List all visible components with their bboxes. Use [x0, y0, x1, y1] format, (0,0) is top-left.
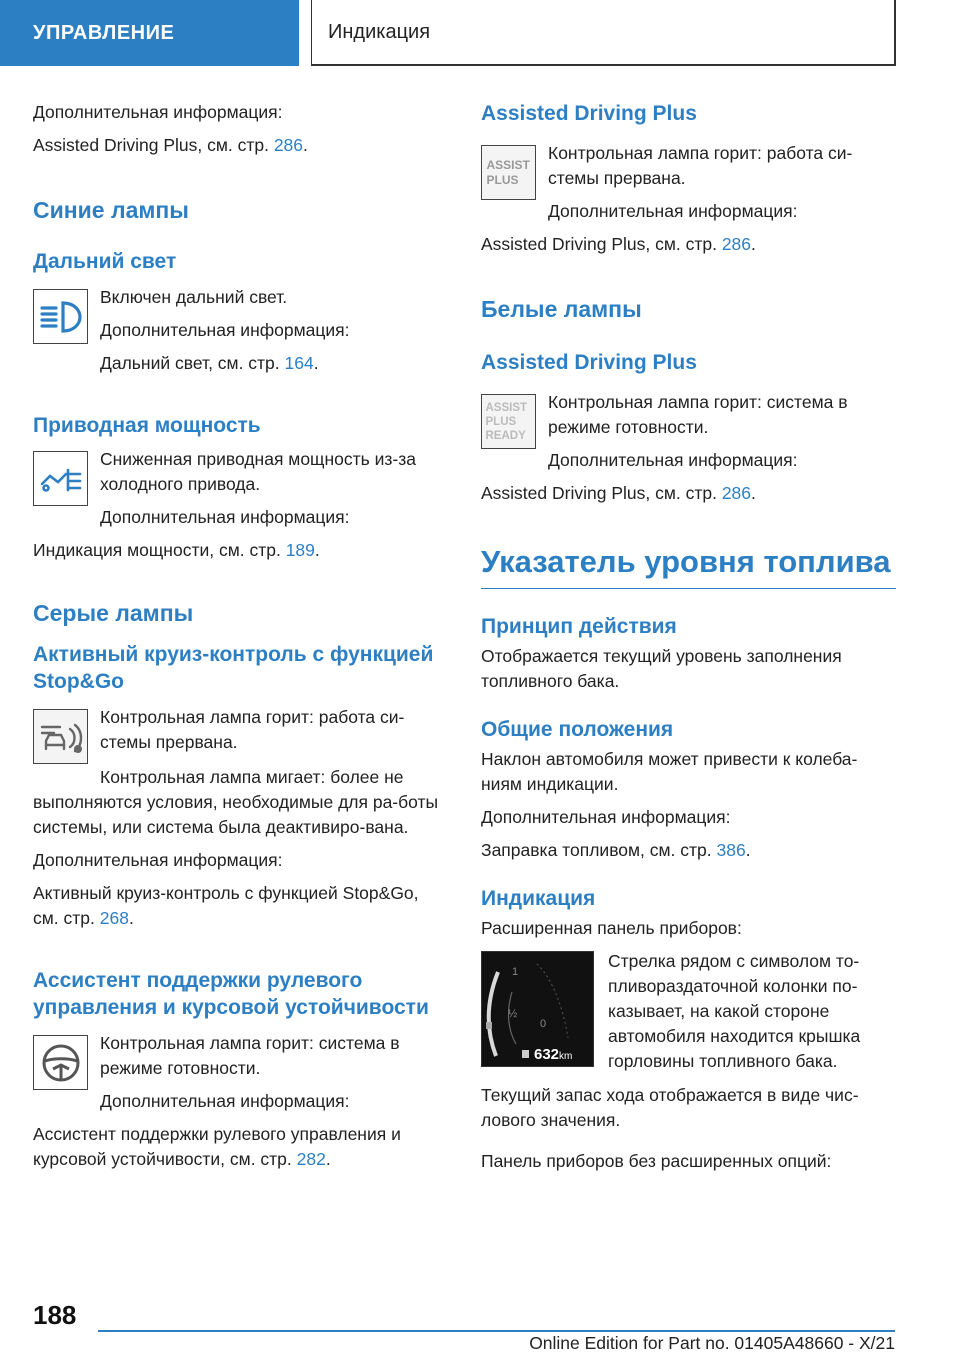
- edition-note: Online Edition for Part no. 01405A48660 - X/21: [529, 1333, 895, 1353]
- acc-block: Контрольная лампа горит: работа си-стемы прервана. Контрольная лампа мигает: более не выполняются условия, необходимые для ра-боты системы, или система была деактивиро-вана. Дополнительная информация: Активный круиз-контроль с функцией Stop&Go, см. стр. 268.: [33, 707, 439, 928]
- white-lamps-heading: Белые лампы: [481, 296, 642, 322]
- fuel-gauge-image: 1 ½ 0 632km: [481, 951, 594, 1067]
- power-block: Сниженная приводная мощность из-за холодного привода. Дополнительная информация: Индикация мощности, см. стр. 189.: [33, 449, 416, 560]
- general-heading: Общие положения: [481, 718, 674, 741]
- steering-wheel-icon: [33, 1035, 88, 1090]
- section-title: УПРАВЛЕНИЕ: [33, 21, 175, 44]
- adp-heading-1: Assisted Driving Plus: [481, 102, 697, 125]
- principle-heading: Принцип действия: [481, 615, 677, 638]
- page-link[interactable]: 286: [721, 234, 752, 254]
- intro-ref: Assisted Driving Plus, см. стр. 286.: [33, 135, 308, 155]
- display-heading: Индикация: [481, 887, 596, 910]
- chapter-title: Индикация: [328, 20, 431, 43]
- chapter-tab: [311, 0, 896, 66]
- principle-text: Отображается текущий уровень заполнения топливного бака.: [481, 646, 842, 691]
- high-beam-heading: Дальний свет: [33, 250, 177, 273]
- fuel-pump-icon: [522, 1050, 529, 1058]
- page-link[interactable]: 282: [296, 1149, 326, 1169]
- assist-plus-ready-icon: ASSIST PLUS READY: [481, 394, 536, 449]
- acc-heading: Активный круиз-контроль с функцией Stop&Go: [33, 643, 434, 693]
- page-link[interactable]: 286: [273, 135, 304, 155]
- footer-divider: [98, 1330, 895, 1332]
- assist-plus-icon: ASSIST PLUS: [481, 145, 536, 200]
- page-link[interactable]: 268: [99, 908, 129, 928]
- page-link[interactable]: 386: [716, 840, 746, 860]
- range-readout: 632km: [534, 1046, 573, 1063]
- drive-power-icon: [33, 451, 88, 506]
- blue-lamps-heading: Синие лампы: [33, 197, 189, 223]
- page-link[interactable]: 189: [285, 540, 315, 560]
- fuel-gauge-block: 1 ½ 0 632km Стрелка рядом с символом то-пливораздаточной колонки по-казывает, на какой стороне автомобиля находится крышка горловины топливного бака.: [481, 949, 896, 1077]
- steering-assist-heading: Ассистент поддержки рулевого управления и курсовой устойчивости: [33, 969, 429, 1019]
- intro-info: Дополнительная информация:: [33, 102, 283, 122]
- gray-lamps-heading: Серые лампы: [33, 600, 194, 626]
- left-column: [33, 100, 448, 1180]
- power-heading: Приводная мощность: [33, 414, 261, 437]
- section-tab: [0, 0, 299, 66]
- page-number: 188: [33, 1300, 77, 1330]
- high-beam-icon: [33, 289, 88, 344]
- adp-block-1: ASSIST PLUS Контрольная лампа горит: работа си-стемы прервана. Дополнительная информация: Assisted Driving Plus, см. стр. 286.: [481, 143, 853, 254]
- high-beam-block: Включен дальний свет. Дополнительная информация: Дальний свет, см. стр. 164.: [33, 285, 448, 376]
- right-column: Assisted Driving Plus ASSIST PLUS Контрольная лампа горит: работа си-стемы прервана. Дополнительная информация: Assisted Driving Plus, см. стр. 286. Белые лампы Assisted Driving Plus ASSIST PLUS READY Контрольная лампа горит: система в режиме готовности. Дополнительная информация: Assisted Driving Plus, см. стр. 286. Указатель уровня топлива Принцип действия Отображается текущий уровень заполнения топливного бака. Общие положения Наклон автомобиля может привести к колеба-ниям индикации. Дополнительная информация: Заправка топливом, см. стр. 386. Индикация Расширенная панель приборов: 1 ½ 0 632km Стрелка рядом с символом то-пливораздаточной колонки по-казывает, на какой стороне автомобиля находится крышка горловины топливного бака. Текущий запас хода отображается в виде чис-лового значения. Панель приборов без расширенных опций:: [481, 100, 896, 1182]
- fuel-gauge-heading: Указатель уровня топлива: [481, 542, 896, 589]
- adp-heading-2: Assisted Driving Plus: [481, 351, 697, 374]
- page-link[interactable]: 164: [284, 353, 314, 373]
- steering-assist-block: Контрольная лампа горит: система в режиме готовности. Дополнительная информация: Ассистент поддержки рулевого управления и курсовой устойчивости, см. стр. 282.: [33, 1033, 401, 1169]
- cruise-control-icon: [33, 709, 88, 764]
- adp-block-2: ASSIST PLUS READY Контрольная лампа горит: система в режиме готовности. Дополнительная информация: Assisted Driving Plus, см. стр. 286.: [481, 392, 848, 503]
- page-link[interactable]: 286: [721, 483, 752, 503]
